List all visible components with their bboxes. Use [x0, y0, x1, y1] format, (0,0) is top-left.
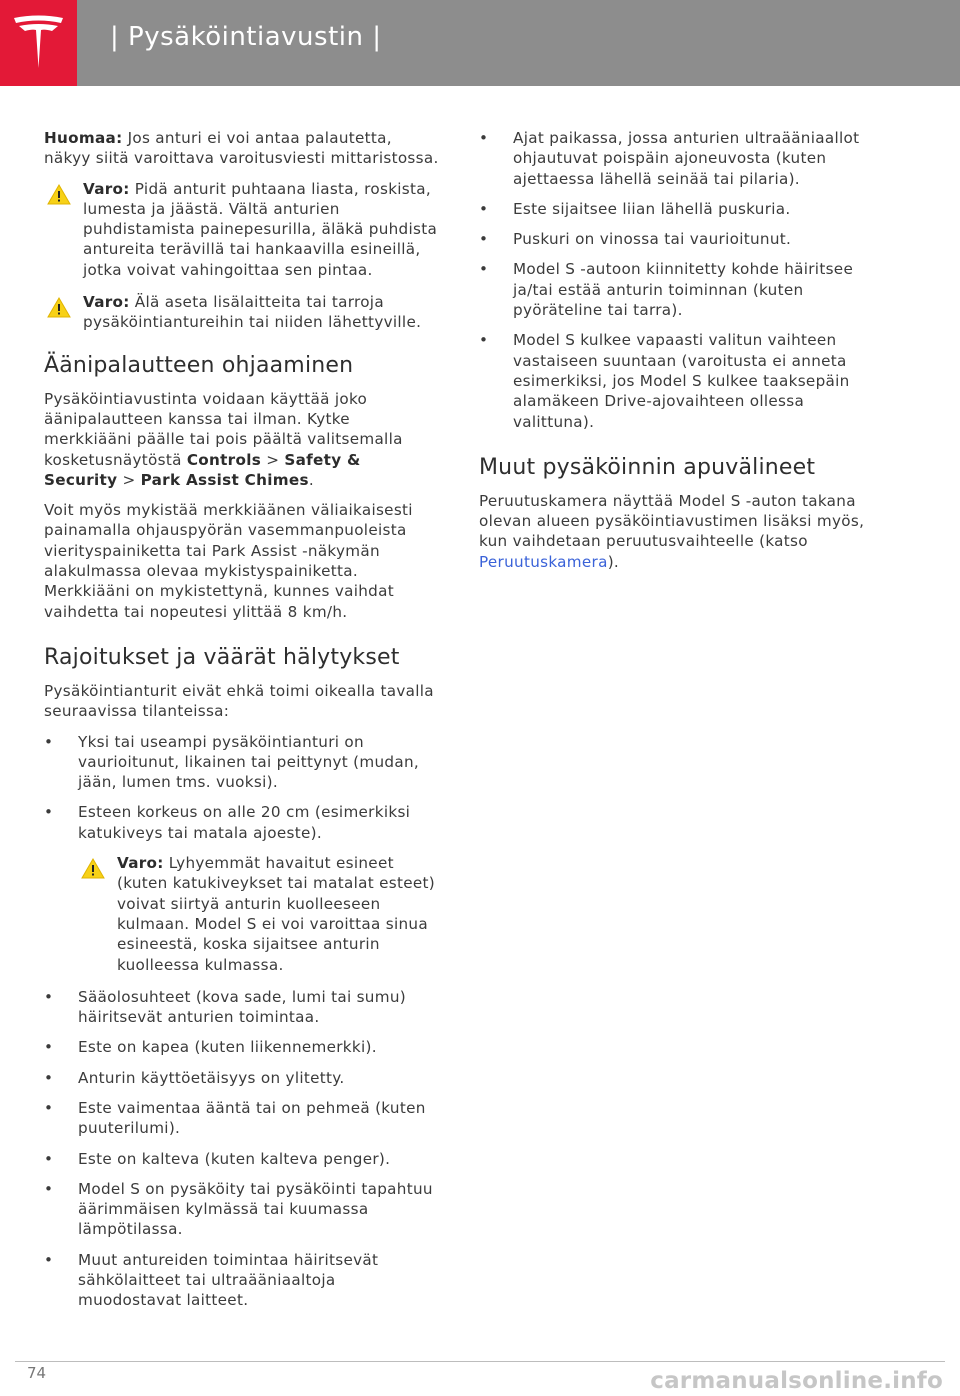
tesla-logo-icon — [11, 14, 66, 72]
menu-separator: > — [117, 470, 141, 489]
left-column — [44, 128, 439, 1321]
section-heading-other: Muut pysäköinnin apuvälineet — [479, 454, 816, 480]
list-item — [44, 1149, 439, 1169]
list-item — [44, 732, 439, 793]
other-text: Peruutuskamera näyttää Model S -auton takana olevan alueen pysäköintiavustimen lisäksi myös, kun vaihdetaan peruutusvaihteelle (katso — [479, 491, 865, 551]
menu-safety-security: Safety & Security — [44, 450, 361, 489]
bullet: • — [479, 230, 489, 249]
warning-text — [117, 853, 439, 975]
sound-paragraph-1 — [44, 389, 439, 490]
bullet: • — [44, 1068, 54, 1087]
list-item — [44, 1037, 439, 1057]
other-paragraph — [479, 491, 879, 572]
sound-text: Pysäköintiavustinta voidaan käyttää joko äänipalautteen kanssa tai ilman. Kytke merkkiääni päälle tai pois päältä valitsemalla kosketusnäytöstä — [44, 389, 403, 469]
list-item — [479, 128, 879, 189]
list-item-text: Muut antureiden toimintaa häiritsevät sähkölaitteet tai ultraääniaaltoja muodostavat laitteet. — [78, 1250, 379, 1310]
warning-block — [44, 179, 439, 280]
list-item-text: Model S on pysäköity tai pysäköinti tapahtuu äärimmäisen kylmässä tai kuumassa lämpötilassa. — [78, 1179, 433, 1239]
note-label: Huomaa: — [44, 129, 123, 147]
warning-text — [83, 292, 439, 333]
note-paragraph — [44, 128, 439, 169]
warning-body: Pidä anturit puhtaana liasta, roskista, lumesta ja jäästä. Vältä anturien puhdistamista painepesurilla, äläkä puhdista antureita terävillä tai hankaavilla esineillä, jotka voivat vahingoittaa sen pintaa. — [83, 179, 438, 279]
other-text-end: ). — [607, 552, 620, 571]
bullet: • — [479, 331, 489, 350]
warning-block — [44, 292, 439, 333]
limits-list-c — [479, 128, 879, 432]
list-item-text: Model S kulkee vapaasti valitun vaihteen vastaiseen suuntaan (varoitusta ei anneta esimerkiksi, jos Model S kulkee taaksepäin alamäkeen Drive-ajovaihteen ollessa valittuna). — [513, 331, 850, 431]
bullet: • — [44, 1149, 54, 1168]
list-item-text: Sääolosuhteet (kova sade, lumi tai sumu) häiritsevät anturien toimintaa. — [78, 987, 406, 1027]
list-item — [479, 229, 879, 249]
tesla-logo — [0, 0, 77, 86]
list-item — [44, 1179, 439, 1240]
bullet: • — [479, 129, 489, 147]
list-item — [44, 802, 439, 843]
limits-intro: Pysäköintianturit eivät ehkä toimi oikealla tavalla seuraavissa tilanteissa: — [44, 681, 434, 721]
bullet: • — [44, 1179, 54, 1198]
warning-label: Varo: — [83, 179, 130, 198]
list-item-text: Este on kapea (kuten liikennemerkki). — [78, 1038, 377, 1057]
list-item — [44, 1250, 439, 1311]
list-item-text: Ajat paikassa, jossa anturien ultraääniaallot ohjautuvat poispäin ajoneuvosta (kuten ajettaessa lähellä seinää tai pilaria). — [513, 129, 860, 188]
limits-list-b — [44, 987, 439, 1311]
list-item — [479, 199, 879, 219]
menu-park-assist-chimes: Park Assist Chimes — [140, 470, 309, 489]
bullet: • — [44, 1098, 54, 1117]
list-item-text: Este on kalteva (kuten kalteva penger). — [78, 1149, 391, 1168]
period: . — [308, 470, 314, 489]
page-header — [0, 0, 960, 86]
list-item — [44, 987, 439, 1028]
list-item — [44, 1068, 439, 1088]
warning-label: Varo: — [83, 293, 130, 312]
section-heading-sound: Äänipalautteen ohjaaminen — [44, 352, 354, 378]
section-heading-limits: Rajoitukset ja väärät hälytykset — [44, 644, 400, 670]
note-text: Jos anturi ei voi antaa palautetta, näkyy siitä varoittava varoitusviesti mittaristossa. — [44, 129, 439, 168]
bullet: • — [479, 199, 489, 218]
list-item-text: Este sijaitsee liian lähellä puskuria. — [513, 199, 791, 218]
warning-icon — [47, 297, 71, 318]
page-title: | Pysäköintiavustin | — [110, 22, 382, 52]
list-item-text: Anturin käyttöetäisyys on ylitetty. — [78, 1068, 345, 1087]
footer-divider — [15, 1361, 945, 1362]
list-item-text: Yksi tai useampi pysäköintianturi on vaurioitunut, likainen tai peittynyt (mudan, jään, lumen tms. vuoksi). — [78, 732, 420, 792]
list-item — [479, 259, 879, 320]
bullet: • — [44, 803, 54, 822]
menu-separator: > — [261, 450, 285, 469]
list-item-text: Esteen korkeus on alle 20 cm (esimerkiksi katukiveys tai matala ajoeste). — [78, 803, 411, 842]
right-column — [479, 128, 879, 582]
watermark: carmanualsonline.info — [650, 1368, 943, 1394]
bullet: • — [479, 260, 489, 279]
menu-controls: Controls — [186, 450, 262, 469]
list-item — [44, 1098, 439, 1139]
bullet: • — [44, 987, 54, 1006]
warning-body: Lyhyemmät havaitut esineet (kuten katukiveykset tai matalat esteet) voivat siirtyä anturin kuolleeseen kulmaan. Model S ei voi varoittaa sinua esineestä, koska sijaitsee anturin kuolleessa kulmassa. — [117, 854, 435, 974]
warning-label: Varo: — [117, 854, 164, 873]
warning-block — [78, 853, 439, 975]
bullet: • — [44, 732, 54, 751]
warning-icon — [47, 184, 71, 205]
bullet: • — [44, 1250, 54, 1269]
list-item-text: Model S -autoon kiinnitetty kohde häiritsee ja/tai estää anturin toiminnan (kuten pyöräteline tai tarra). — [513, 260, 854, 320]
limits-list-a — [44, 732, 439, 843]
list-item — [479, 330, 879, 431]
warning-body: Älä aseta lisälaitteita tai tarroja pysäköintiantureihin tai niiden lähettyville. — [83, 293, 422, 332]
list-item-text: Este vaimentaa ääntä tai on pehmeä (kuten puuterilumi). — [78, 1098, 426, 1138]
page-number: 74 — [27, 1364, 47, 1382]
warning-text — [83, 179, 439, 280]
rear-camera-link[interactable]: Peruutuskamera — [479, 552, 608, 571]
bullet: • — [44, 1038, 54, 1057]
warning-icon — [81, 858, 105, 879]
list-item-text: Puskuri on vinossa tai vaurioitunut. — [513, 230, 792, 249]
sound-paragraph-2: Voit myös mykistää merkkiäänen väliaikaisesti painamalla ohjauspyörän vasemmanpuoleista vierityspainiketta tai Park Assist -näkymän alakulmassa olevaa mykistyspainiketta. Merkkiääni on mykistettynä, kunnes vaihdat vaihdetta tai nopeutesi ylittää 8 km/h. — [44, 501, 413, 621]
